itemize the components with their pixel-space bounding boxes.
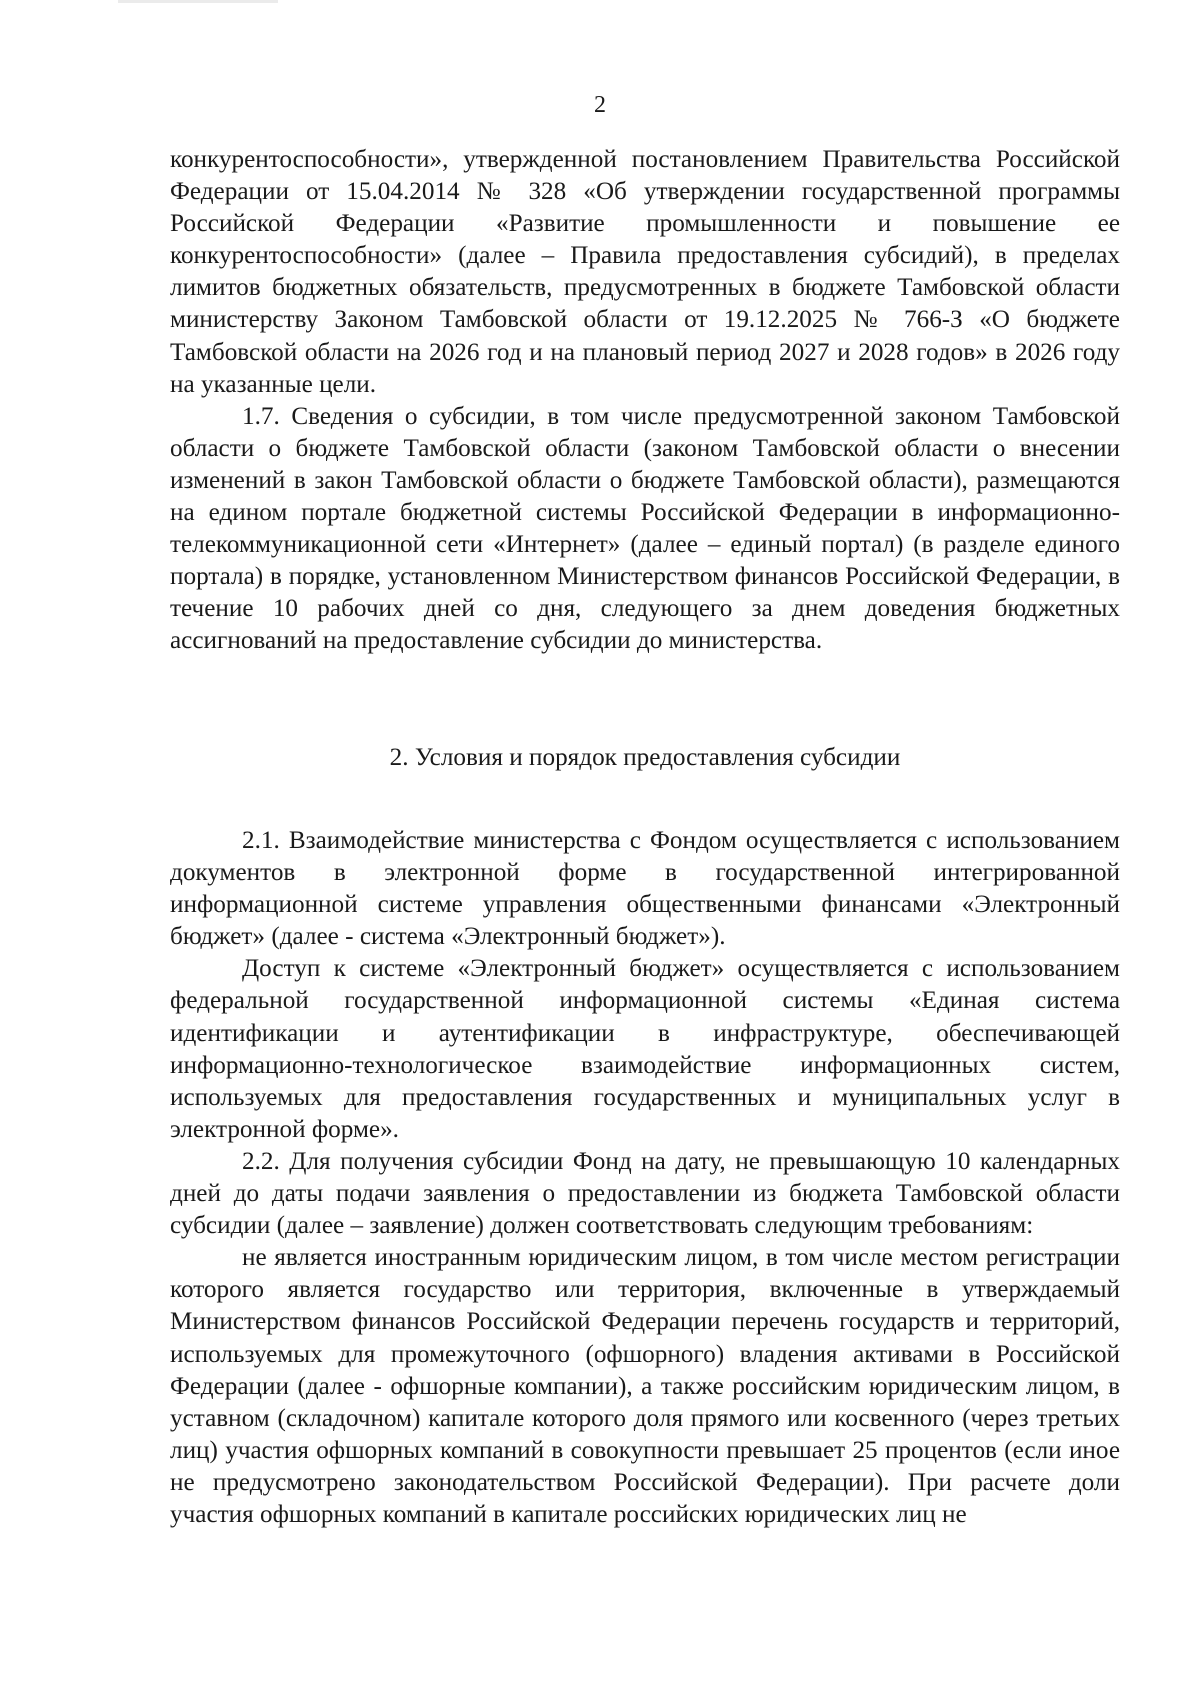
- paragraph-requirement: не является иностранным юридическим лицом, в том числе местом регистрации которого является государство или территория, включенные в утверждаемый Министерством финансов Российской Федерации перечень государств и территорий, используемых для промежуточного (офшорного) владения активами в Российской Федерации (далее - офшорные компании), а также российским юридическим лицом, в уставном (складочном) капитале которого доля прямого или косвенного (через третьих лиц) участия офшорных компаний в совокупности превышает 25 процентов (если иное не предусмотрено законодательством Российской Федерации). При расчете доли участия офшорных компаний в капитале российских юридических лиц не: [170, 1244, 1120, 1528]
- text-block-top: [170, 144, 1120, 658]
- paragraph-1-7: 1.7. Сведения о субсидии, в том числе предусмотренной законом Тамбовской области о бюджете Тамбовской области (законом Тамбовской области о внесении изменений в закон Тамбовской области о бюджете Тамбовской области), размещаются на едином портале бюджетной системы Российской Федерации в информационно-телекоммуникационной сети «Интернет» (далее – единый портал) (в разделе единого портала) в порядке, установленном Министерством финансов Российской Федерации, в течение 10 рабочих дней со дня, следующего за днем доведения бюджетных ассигнований на предоставление субсидии до министерства.: [170, 402, 1120, 655]
- text-block-bottom: [170, 825, 1120, 1531]
- scan-artifact: [118, 0, 278, 3]
- page-number: 2: [594, 92, 606, 118]
- paragraph-access: Доступ к системе «Электронный бюджет» осуществляется с использованием федеральной государственной информационной системы «Единая система идентификации и аутентификации в инфраструктуре, обеспечивающей информационно-технологическое взаимодействие информационных систем, используемых для предоставления государственных и муниципальных услуг в электронной форме».: [170, 955, 1120, 1143]
- paragraph-continuation: конкурентоспособности», утвержденной постановлением Правительства Российской Федерации от 15.04.2014 № 328 «Об утверждении государственной программы Российской Федерации «Развитие промышленности и повышение ее конкурентоспособности» (далее – Правила предоставления субсидий), в пределах лимитов бюджетных обязательств, предусмотренных в бюджете Тамбовской области министерству Законом Тамбовской области от 19.12.2025 № 766-З «О бюджете Тамбовской области на 2026 год и на плановый период 2027 и 2028 годов» в 2026 году на указанные цели.: [170, 146, 1120, 398]
- paragraph-2-2: 2.2. Для получения субсидии Фонд на дату, не превышающую 10 календарных дней до даты подачи заявления о предоставлении из бюджета Тамбовской области субсидии (далее – заявление) должен соответствовать следующим требованиям:: [170, 1147, 1120, 1240]
- paragraph-2-1: 2.1. Взаимодействие министерства с Фондом осуществляется с использованием документов в электронной форме в государственной интегрированной информационной системе управления общественными финансами «Электронный бюджет» (далее - система «Электронный бюджет»).: [170, 827, 1120, 951]
- section-heading: 2. Условия и порядок предоставления субсидии: [389, 744, 901, 771]
